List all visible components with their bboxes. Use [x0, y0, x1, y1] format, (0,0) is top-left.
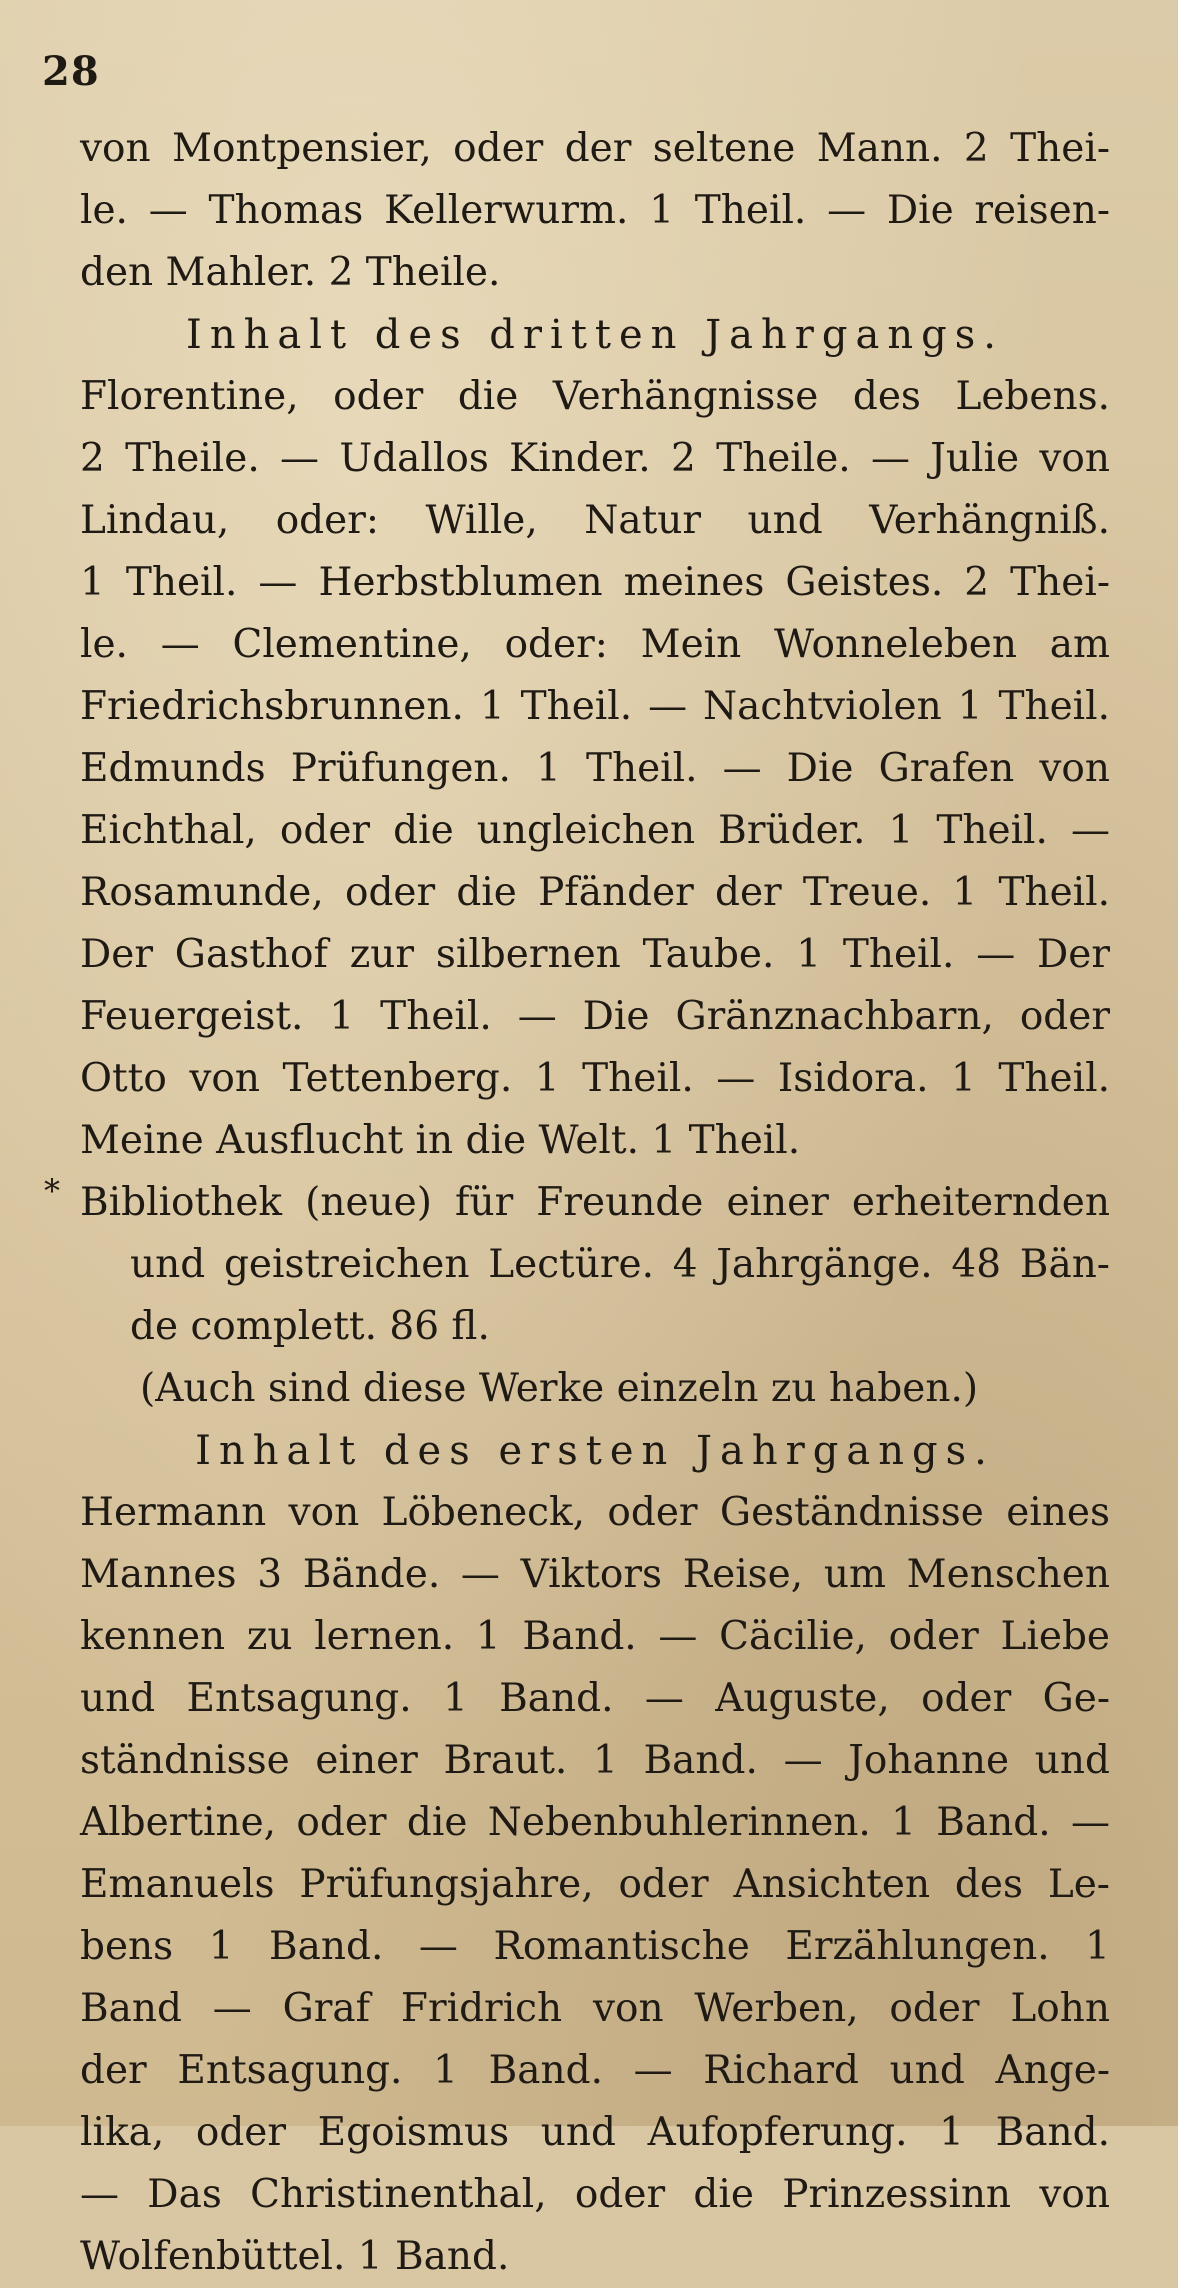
text-line: Otto von Tettenberg. 1 Theil. — Isidora. 1 Theil. — [80, 1056, 1110, 1101]
entry-line: und geistreichen Lectüre. 4 Jahrgänge. 48 Bän- — [130, 1242, 1110, 1287]
text-line: ständnisse einer Braut. 1 Band. — Johanne und — [80, 1738, 1110, 1783]
text-line: 2 Theile. — Udallos Kinder. 2 Theile. — Julie von — [80, 436, 1110, 481]
text-line: von Montpensier, oder der seltene Mann. 2 Thei- — [80, 126, 1110, 171]
text-line: Edmunds Prüfungen. 1 Theil. — Die Grafen von — [80, 746, 1110, 791]
text-line: Mannes 3 Bände. — Viktors Reise, um Menschen — [80, 1552, 1110, 1597]
entry-line: de complett. 86 fl. — [130, 1304, 490, 1349]
page-text — [44, 118, 1110, 2288]
text-line: Friedrichsbrunnen. 1 Theil. — Nachtviolen 1 Theil. — [80, 684, 1110, 729]
text-line: le. — Thomas Kellerwurm. 1 Theil. — Die reisen- — [80, 188, 1110, 233]
text-line: lika, oder Egoismus und Aufopferung. 1 Band. — [80, 2110, 1110, 2155]
section-heading: Inhalt des dritten Jahrgangs. — [186, 312, 1004, 358]
catalog-entry — [44, 1172, 1110, 1234]
text-line: Der Gasthof zur silbernen Taube. 1 Theil. — Der — [80, 932, 1110, 977]
text-line: Florentine, oder die Verhängnisse des Lebens. — [80, 374, 1110, 419]
text-line: den Mahler. 2 Theile. — [80, 250, 501, 295]
text-line: Feuergeist. 1 Theil. — Die Gränznachbarn, oder — [80, 994, 1110, 1039]
text-line: 1 Theil. — Herbstblumen meines Geistes. 2 Thei- — [80, 560, 1110, 605]
text-line: kennen zu lernen. 1 Band. — Cäcilie, oder Liebe — [80, 1614, 1110, 1659]
text-line: Lindau, oder: Wille, Natur und Verhängniß. — [80, 498, 1110, 543]
text-line: Emanuels Prüfungsjahre, oder Ansichten des Le- — [80, 1862, 1110, 1907]
text-line: Hermann von Löbeneck, oder Geständnisse eines — [80, 1490, 1110, 1535]
text-line: Albertine, oder die Nebenbuhlerinnen. 1 Band. — — [80, 1800, 1110, 1845]
section-heading: Inhalt des ersten Jahrgangs. — [195, 1428, 995, 1474]
entry-note: (Auch sind diese Werke einzeln zu haben.) — [140, 1366, 979, 1411]
text-line: Band — Graf Fridrich von Werben, oder Lohn — [80, 1986, 1110, 2031]
text-line: bens 1 Band. — Romantische Erzählungen. 1 — [80, 1924, 1110, 1969]
entry-marker: * — [44, 1172, 60, 1210]
text-line: und Entsagung. 1 Band. — Auguste, oder Ge- — [80, 1676, 1110, 1721]
text-line: Eichthal, oder die ungleichen Brüder. 1 Theil. — — [80, 808, 1110, 853]
text-line: Meine Ausflucht in die Welt. 1 Theil. — [80, 1118, 801, 1163]
text-line: Wolfenbüttel. 1 Band. — [80, 2234, 510, 2279]
entry-title-line: Bibliothek (neue) für Freunde einer erheiternden — [80, 1180, 1110, 1225]
text-line: Rosamunde, oder die Pfänder der Treue. 1 Theil. — [80, 870, 1110, 915]
text-line: le. — Clementine, oder: Mein Wonneleben am — [80, 622, 1110, 667]
text-line: der Entsagung. 1 Band. — Richard und Ange- — [80, 2048, 1110, 2093]
text-line: — Das Christinenthal, oder die Prinzessinn von — [80, 2172, 1110, 2217]
page-number: 28 — [42, 48, 100, 95]
